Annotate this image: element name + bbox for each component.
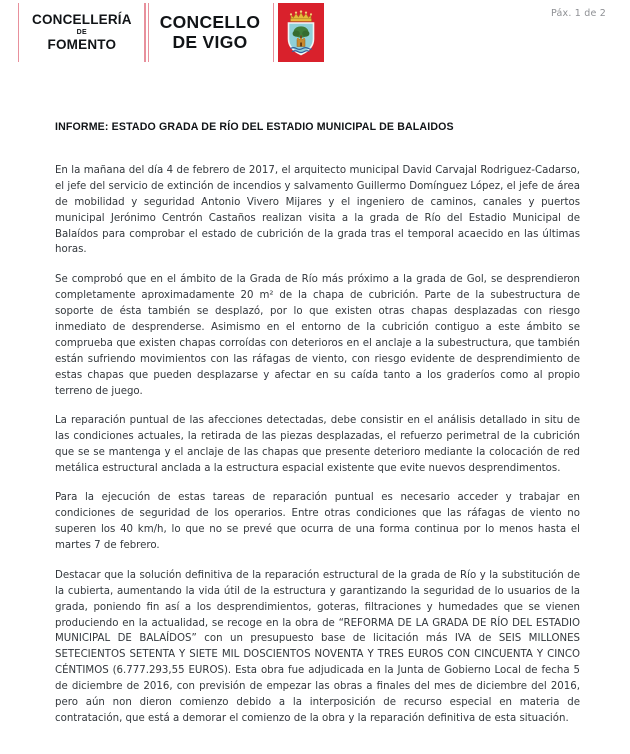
document-header	[0, 0, 630, 68]
logo-concello-de-vigo	[146, 3, 275, 62]
logo-line-3: FOMENTO	[47, 37, 117, 53]
paragraph-3: La reparación puntual de las afecciones detectadas, debe consistir en el análisis detallado in situ de las condiciones actuales, la retirada de las piezas desplazadas, el refuerzo perimetral de la cubrición que se se mantenga y el anclaje de las chapas que presente deterioro mediante la colocación de red metálica estructural anclada a la estructura espacial existente que evite nuevos desprendimentos.	[55, 415, 580, 474]
logo-line-1: CONCELLERÍA	[32, 12, 132, 28]
paragraph-4: Para la ejecución de estas tareas de reparación puntual es necesario acceder y trabajar en condiciones de seguridad de los operarios. Entre otras condiciones que las ráfagas de viento no superen los 40 km/h, lo que no se prevé que ocurra de una forma continua por lo menos hasta el martes 7 de febrero.	[55, 492, 580, 552]
page-indicator: Páx. 1 de 2	[551, 8, 606, 19]
logo-conselleria-de-fomento	[18, 3, 146, 62]
paragraph-2: Se comprobó que en el ámbito de la Grada de Río más próximo a la grada de Gol, se desprendieron completamente aproximadamente 20 m² de la chapa de cubrición. Parte de la subestructura de soporte de ésta también se desplazó, por lo que existen otras chapas desplazadas con riesgo inmediato de desprenderse. Asimismo en el entorno de la cubrición contiguo a este ámbito se comprueba que existen chapas corroídas con deterioros en el anclaje a la subestructura, que también están sufriendo movimientos con las ráfagas de viento, con riesgo evidente de desprendimiento de estas chapas que pueden desplazarse y afectar en su caída tanto a los graderíos como al propio terreno de juego.	[55, 273, 580, 397]
page-title: INFORME: ESTADO GRADA DE RÍO DEL ESTADIO MUNICIPAL DE BALAIDOS	[55, 121, 454, 133]
paragraph-1: En la mañana del día 4 de febrero de 2017, el arquitecto municipal David Carvajal Rodriguez-Cadarso, el jefe del servicio de extinción de incendios y salvamento Guillermo Domínguez López, el jefe de área de mobilidad y seguridad Antonio Vivero Mijares y el ingeniero de caminos, canales y puertos municipal Jerónimo Centrón Castaños realizan visita a la grada de Río del Estadio Municipal de Balaídos para comprobar el estado de cubrición de la grada tras el temporal acaecido en las últimas horas.	[55, 164, 580, 256]
document-body	[0, 121, 630, 727]
logo-line-2: DE VIGO	[172, 31, 248, 52]
logo-line-2: DE	[76, 28, 88, 36]
paragraph-5: Destacar que la solución definitiva de la reparación estructural de la grada de Río y la substitución de la cubierta, aumentando la vida útil de la estructura y garantizando la seguridad de lo usuarios de la grada, poniendo fin así a los desprendimientos, goteras, filtraciones y humedades que se vienen produciendo en la actualidad, se recoge en la obra de “REFORMA DE LA GRADA DE RÍO DEL ESTADIO MUNICIPAL DE BALAÍDOS” con un presupuesto base de licitación más IVA de SEIS MILLONES SETECIENTOS SETENTA Y SIETE MIL DOSCIENTOS NOVENTA Y TRES EUROS CON CINCUENTA Y CINCO CÉNTIMOS (6.777.293,55 EUROS). Esta obra fue adjudicada en la Junta de Gobierno Local de fecha 5 de diciembre de 2016, con previsión de empezar las obras a finales del mes de diciembre del 2016, pero aún non dieron comienzo debido a la interposición de recurso especial en materia de contratación, que está a demorar el comienzo de la obra y la reparación definitiva de esta situación.	[55, 569, 580, 725]
vigo-coat-of-arms-icon	[278, 3, 324, 62]
logo-line-1: CONCELLO	[159, 11, 261, 32]
institutional-logos	[18, 3, 324, 62]
